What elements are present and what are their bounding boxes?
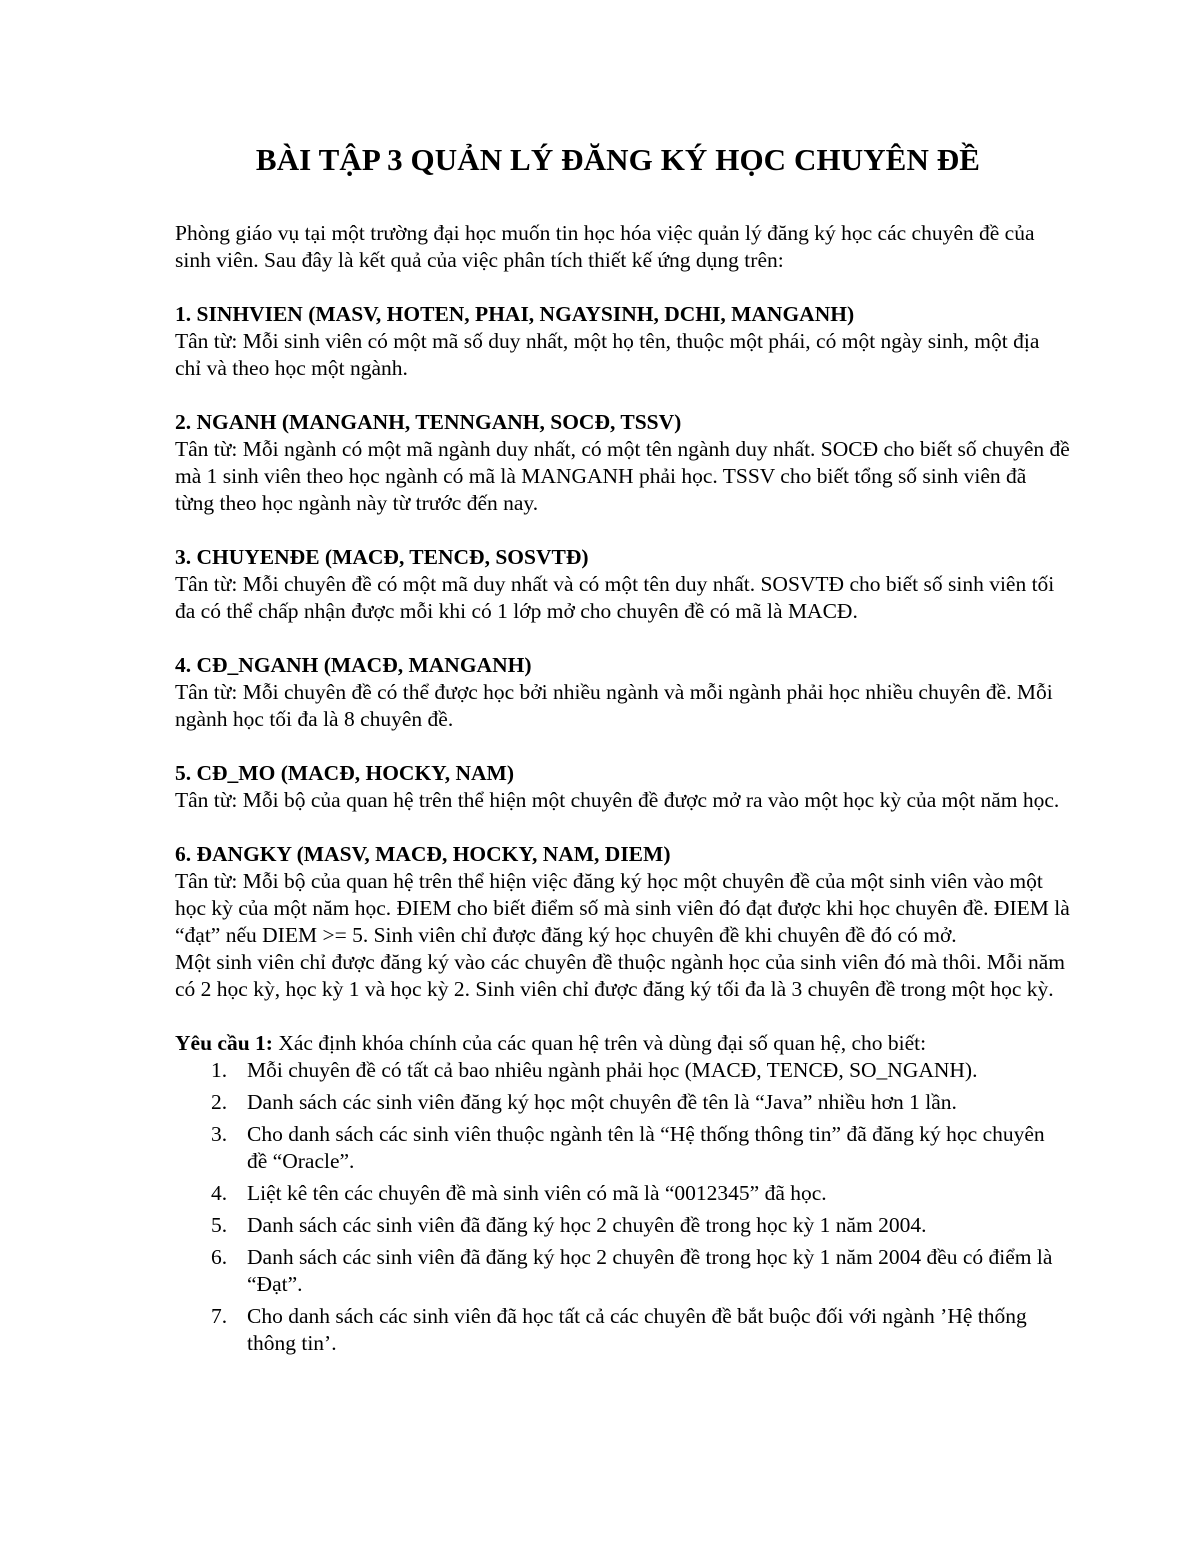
relation-heading: 2. NGANH (MANGANH, TENNGANH, SOCĐ, TSSV) [175, 410, 682, 434]
list-item-number: 1. [211, 1058, 228, 1082]
list-item [211, 1303, 1070, 1357]
relation-heading: 6. ĐANGKY (MASV, MACĐ, HOCKY, NAM, DIEM) [175, 842, 671, 866]
relation-description-extra: Một sinh viên chỉ được đăng ký vào các chuyên đề thuộc ngành học của sinh viên đó mà thôi. Mỗi năm có 2 học kỳ, học kỳ 1 và học kỳ 2. Sinh viên chỉ được đăng ký tối đa là 3 chuyên đề trong một học kỳ. [175, 950, 1065, 1001]
list-item-number: 7. [211, 1304, 228, 1328]
list-item-text: Cho danh sách các sinh viên thuộc ngành tên là “Hệ thống thông tin” đã đăng ký học chuyên đề “Oracle”. [247, 1122, 1045, 1173]
relation-heading: 1. SINHVIEN (MASV, HOTEN, PHAI, NGAYSINH, DCHI, MANGANH) [175, 302, 855, 326]
relation-heading: 4. CĐ_NGANH (MACĐ, MANGANH) [175, 653, 532, 677]
relation-description: Tân từ: Mỗi bộ của quan hệ trên thể hiện việc đăng ký học một chuyên đề của một sinh viên vào một học kỳ của một năm học. ĐIEM cho biết điểm số mà sinh viên đó đạt được khi học chuyên đề. ĐIEM là “đạt” nếu DIEM >= 5. Sinh viên chỉ được đăng ký học chuyên đề khi chuyên đề đó có mở. [175, 869, 1070, 947]
list-item-text: Liệt kê tên các chuyên đề mà sinh viên có mã là “0012345” đã học. [247, 1181, 827, 1205]
relation-description: Tân từ: Mỗi chuyên đề có thể được học bởi nhiều ngành và mỗi ngành phải học nhiều chuyên đề. Mỗi ngành học tối đa là 8 chuyên đề. [175, 680, 1053, 731]
relation-section-nganh [175, 409, 1070, 517]
list-item-number: 2. [211, 1090, 228, 1114]
list-item-text: Danh sách các sinh viên đã đăng ký học 2 chuyên đề trong học kỳ 1 năm 2004. [247, 1213, 927, 1237]
list-item-number: 4. [211, 1181, 228, 1205]
relation-section-sinhvien [175, 301, 1070, 382]
list-item-text: Mỗi chuyên đề có tất cả bao nhiêu ngành phải học (MACĐ, TENCĐ, SO_NGANH). [247, 1058, 978, 1082]
intro-paragraph: Phòng giáo vụ tại một trường đại học muốn tin học hóa việc quản lý đăng ký học các chuyên đề của sinh viên. Sau đây là kết quả của việc phân tích thiết kế ứng dụng trên: [175, 221, 1035, 272]
relation-section-chuyende [175, 544, 1070, 625]
list-item-text: Danh sách các sinh viên đã đăng ký học 2 chuyên đề trong học kỳ 1 năm 2004 đều có điểm là “Đạt”. [247, 1245, 1053, 1296]
list-item-number: 3. [211, 1122, 228, 1146]
list-item [211, 1121, 1070, 1175]
list-item [211, 1244, 1070, 1298]
list-item-text: Cho danh sách các sinh viên đã học tất cả các chuyên đề bắt buộc đối với ngành ’Hệ thống thông tin’. [247, 1304, 1027, 1355]
list-item [211, 1212, 1070, 1239]
requirement-text: Xác định khóa chính của các quan hệ trên và dùng đại số quan hệ, cho biết: [272, 1031, 927, 1055]
list-item-number: 6. [211, 1245, 228, 1269]
relation-section-dangky [175, 841, 1070, 1003]
requirement-label: Yêu cầu 1: [175, 1031, 273, 1055]
list-item [211, 1089, 1070, 1116]
list-item-number: 5. [211, 1213, 228, 1237]
relation-description: Tân từ: Mỗi ngành có một mã ngành duy nhất, có một tên ngành duy nhất. SOCĐ cho biết số chuyên đề mà 1 sinh viên theo học ngành có mã là MANGANH phải học. TSSV cho biết tổng số sinh viên đã từng theo học ngành này từ trước đến nay. [175, 437, 1070, 515]
relation-section-cd-mo [175, 760, 1070, 814]
list-item [211, 1180, 1070, 1207]
relation-heading: 5. CĐ_MO (MACĐ, HOCKY, NAM) [175, 761, 514, 785]
relation-description: Tân từ: Mỗi chuyên đề có một mã duy nhất và có một tên duy nhất. SOSVTĐ cho biết số sinh viên tối đa có thể chấp nhận được mỗi khi có 1 lớp mở cho chuyên đề có mã là MACĐ. [175, 572, 1055, 623]
relation-description: Tân từ: Mỗi sinh viên có một mã số duy nhất, một họ tên, thuộc một phái, có một ngày sinh, một địa chỉ và theo học một ngành. [175, 329, 1040, 380]
page-title: BÀI TẬP 3 QUẢN LÝ ĐĂNG KÝ HỌC CHUYÊN ĐỀ [255, 142, 981, 177]
relation-section-cd-nganh [175, 652, 1070, 733]
requirement-heading [175, 1030, 1070, 1057]
list-item [211, 1057, 1070, 1084]
relation-heading: 3. CHUYENĐE (MACĐ, TENCĐ, SOSVTĐ) [175, 545, 589, 569]
relation-description: Tân từ: Mỗi bộ của quan hệ trên thể hiện một chuyên đề được mở ra vào một học kỳ của một năm học. [175, 788, 1060, 812]
question-list [175, 1057, 1070, 1357]
list-item-text: Danh sách các sinh viên đăng ký học một chuyên đề tên là “Java” nhiều hơn 1 lần. [247, 1090, 957, 1114]
